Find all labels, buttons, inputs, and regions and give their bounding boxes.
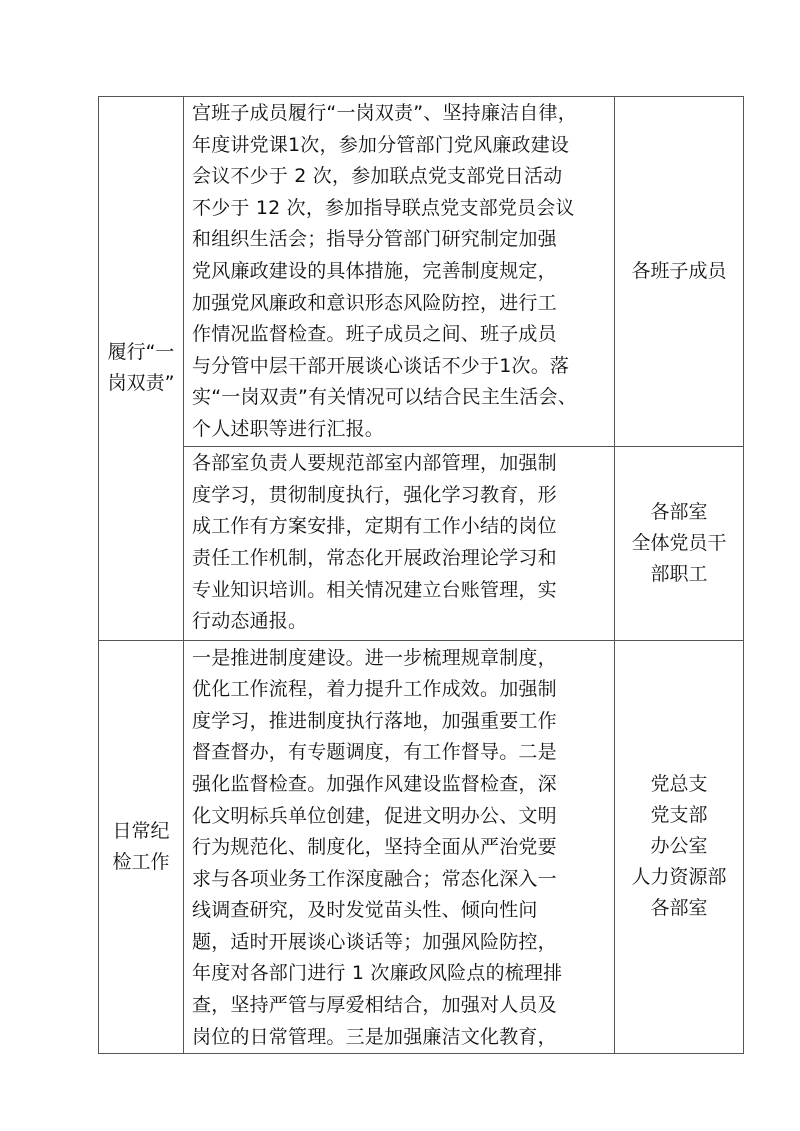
responsible-line: 各部室 bbox=[650, 500, 708, 523]
content-line: 优化工作流程，着力提升工作成效。加强制 bbox=[192, 678, 557, 701]
content-line: 作情况监督检查。班子成员之间、班子成员 bbox=[192, 323, 557, 346]
content-line: 一是推进制度建设。进一步梳理规章制度， bbox=[192, 646, 557, 669]
content-line: 个人述职等进行汇报。 bbox=[192, 417, 385, 440]
content-line: 宫班子成员履行“一岗双责”、坚持廉洁自律， bbox=[192, 102, 577, 124]
content-line: 责任工作机制，常态化开展政治理论学习和 bbox=[192, 547, 557, 570]
content-line: 岗位的日常管理。三是加强廉洁文化教育， bbox=[192, 1025, 557, 1048]
table-row bbox=[99, 640, 744, 1054]
content-line: 化文明标兵单位创建，促进文明办公、文明 bbox=[192, 804, 557, 827]
content-line: 年度讲党课1次，参加分管部门党风廉政建设 bbox=[192, 133, 570, 156]
content-line: 成工作有方案安排，定期有工作小结的岗位 bbox=[192, 515, 557, 538]
category-line: 日常纪 bbox=[112, 819, 170, 842]
category-line: 检工作 bbox=[112, 850, 170, 873]
content-line: 度学习，推进制度执行落地，加强重要工作 bbox=[192, 709, 557, 732]
content-cell bbox=[184, 640, 615, 1054]
category-cell bbox=[99, 97, 184, 641]
content-line: 与分管中层干部开展谈心谈话不少于1次。落 bbox=[192, 354, 570, 377]
content-line: 实“一岗双责”有关情况可以结合民主生活会、 bbox=[192, 386, 577, 409]
category-line: 履行“一 bbox=[107, 341, 175, 364]
responsible-cell bbox=[615, 97, 744, 447]
content-line: 年度对各部门进行 1 次廉政风险点的梳理排 bbox=[192, 962, 563, 985]
content-cell bbox=[184, 446, 615, 640]
table-row bbox=[99, 97, 744, 447]
content-line: 强化监督检查。加强作风建设监督检查，深 bbox=[192, 772, 557, 795]
content-line: 查，坚持严管与厚爱相结合，加强对人员及 bbox=[192, 994, 557, 1017]
content-line: 行动态通报。 bbox=[192, 610, 308, 633]
responsible-line: 各部室 bbox=[650, 897, 708, 920]
responsible-line: 办公室 bbox=[650, 835, 708, 858]
content-line: 督查督办，有专题调度，有工作督导。二是 bbox=[192, 741, 557, 764]
content-line: 行为规范化、制度化，坚持全面从严治党要 bbox=[192, 836, 557, 859]
content-line: 各部室负责人要规范部室内部管理，加强制 bbox=[192, 452, 557, 475]
content-line: 党风廉政建设的具体措施，完善制度规定， bbox=[192, 259, 557, 282]
content-line: 加强党风廉政和意识形态风险防控，进行工 bbox=[192, 291, 557, 314]
content-line: 和组织生活会；指导分管部门研究制定加强 bbox=[192, 228, 557, 251]
content-line: 题，适时开展谈心谈话等；加强风险防控， bbox=[192, 930, 557, 953]
responsible-cell bbox=[615, 640, 744, 1054]
content-line: 度学习，贯彻制度执行，强化学习教育，形 bbox=[192, 483, 557, 506]
responsible-line: 党总支 bbox=[650, 773, 708, 796]
content-line: 不少于 12 次，参加指导联点党支部党员会议 bbox=[192, 196, 575, 219]
category-cell bbox=[99, 640, 184, 1054]
responsible-line: 各班子成员 bbox=[631, 259, 727, 282]
category-line: 岗双责” bbox=[107, 372, 175, 395]
work-plan-table bbox=[98, 96, 744, 1054]
content-cell bbox=[184, 97, 615, 447]
content-line: 线调查研究，及时发觉苗头性、倾向性问 bbox=[192, 899, 538, 922]
responsible-cell bbox=[615, 446, 744, 640]
responsible-line: 全体党员干 bbox=[631, 531, 727, 554]
responsible-line: 人力资源部 bbox=[631, 866, 727, 889]
content-line: 专业知识培训。相关情况建立台账管理，实 bbox=[192, 578, 557, 601]
table-row bbox=[99, 446, 744, 640]
responsible-line: 党支部 bbox=[650, 804, 708, 827]
content-line: 求与各项业务工作深度融合；常态化深入一 bbox=[192, 867, 557, 890]
content-line: 会议不少于 2 次，参加联点党支部党日活动 bbox=[192, 165, 563, 188]
responsible-line: 部职工 bbox=[650, 562, 708, 585]
